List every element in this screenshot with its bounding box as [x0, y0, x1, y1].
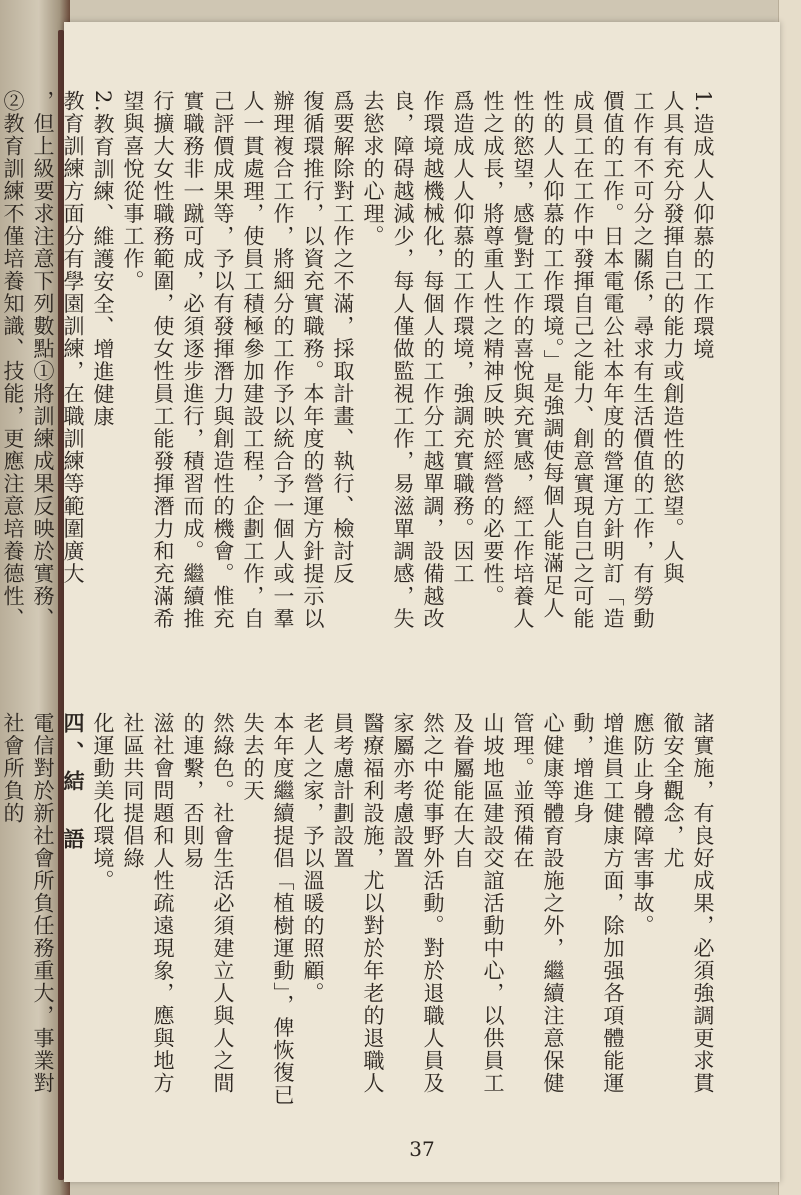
item1-heading: 1.造成人人仰慕的工作環境: [691, 90, 715, 361]
item2-line-2: ，但上級要求注意下列數點①將訓練成果反映於實務、: [31, 90, 55, 630]
cont-line-12: 化運動美化環境。: [91, 712, 115, 892]
cont-line-10: 然綠色。社會生活必須建立人與人之間的連繫，否則易: [181, 712, 235, 1095]
item1-line-14: 辦理複合工作，將細分的工作予以統合予一個人或一羣: [271, 90, 295, 630]
item1-line-13: 復循環推行，以資充實職務。本年度的營運方針提示以: [301, 90, 325, 630]
cont-line-3: 增進員工健康方面，除加强各項體能運動，增進身: [571, 712, 625, 1095]
item1-line-15: 人一貫處理，使員工積極參加建設工程，企劃工作，自: [241, 90, 265, 630]
cont-line-4: 心健康等體育設施之外，繼續注意保健管理。並預備在: [511, 712, 565, 1095]
item1-line-3: 價值的工作。日本電電公社本年度的營運方針明訂「造: [601, 90, 625, 630]
item1-line-18: 行擴大女性職務範圍，使女性員工能發揮潛力和充滿希: [151, 90, 175, 630]
item1-line-12: 爲要解除對工作之不滿，採取計畫、執行、檢討反: [331, 90, 355, 585]
cont-line-7: 醫療福利設施，尤以對於年老的退職人員考慮計劃設置: [331, 712, 385, 1095]
item1-line-6: 性的慾望，感覺對工作的喜悅與充實感，經工作培養人: [511, 90, 535, 630]
item2-heading: 2.教育訓練、維護安全、增進健康: [91, 90, 115, 429]
lower-text-block: [1, 712, 718, 1112]
item2-line-3: ②教育訓練不僅培養知識、技能，更應注意培養德性、: [1, 90, 25, 630]
cont-line-9: 本年度繼續提倡「植樹運動」，俾恢復已失去的天: [241, 712, 295, 1107]
item1-line-4: 成員工在工作中發揮自己之能力、創意實現自己之可能: [571, 90, 595, 630]
cont-line-2: 應防止身體障害事故。: [631, 712, 655, 937]
item1-line-19: 望與喜悅從事工作。: [121, 90, 145, 293]
section4-heading: 四、結 語: [61, 712, 86, 857]
item1-line-8: 爲造成人人仰慕的工作環境，強調充實職務。因工: [451, 90, 475, 585]
item1-line-17: 實職務非一蹴可成，必須逐步進行，積習而成。繼續推: [181, 90, 205, 630]
document-page: [1, 22, 780, 1182]
item2-line-1: 教育訓練方面分有學園訓練，在職訓練等範圍廣大: [61, 90, 85, 585]
cont-line-5: 山坡地區建設交誼活動中心，以供員工及眷屬能在大自: [451, 712, 505, 1095]
item1-line-9: 作環境越機械化，每個人的工作分工越單調，設備越改: [421, 90, 445, 630]
item1-line-11: 去慾求的心理。: [361, 90, 385, 248]
cont-line-11: 滋社會問題和人性疏遠現象，應與地方社區共同提倡綠: [121, 712, 175, 1095]
upper-text-block: [1, 90, 718, 700]
cont-line-1: 諸實施，有良好成果，必須強調更求貫徹安全觀念，尤: [661, 712, 715, 1095]
adjacent-page-edge: [778, 0, 801, 1195]
item1-line-7: 性之成長，將尊重人性之精神反映於經營的必要性。: [481, 90, 505, 608]
page-number: 37: [409, 1137, 435, 1161]
item1-line-16: 己評價成果等，予以有發揮潛力與創造性的機會。惟充: [211, 90, 235, 630]
item1-line-5: 性的人人仰慕的工作環境。」是強調使每個人能滿足人: [541, 90, 565, 620]
item1-line-10: 良，障碍越減少，每人僅做監視工作，易滋單調感，失: [391, 90, 415, 630]
cont-line-8: 老人之家，予以溫暖的照顧。: [301, 712, 325, 1005]
item1-line-2: 工作有不可分之關係，尋求有生活價值的工作，有勞動: [631, 90, 655, 630]
cont-line-6: 然之中從事野外活動。對於退職人員及家屬亦考慮設置: [391, 712, 445, 1095]
item1-line-1: 人具有充分發揮自己的能力或創造性的慾望。人與: [661, 90, 685, 585]
sec4-line-1: 電信對於新社會所負任務重大，事業對社會所負的: [1, 712, 55, 1095]
